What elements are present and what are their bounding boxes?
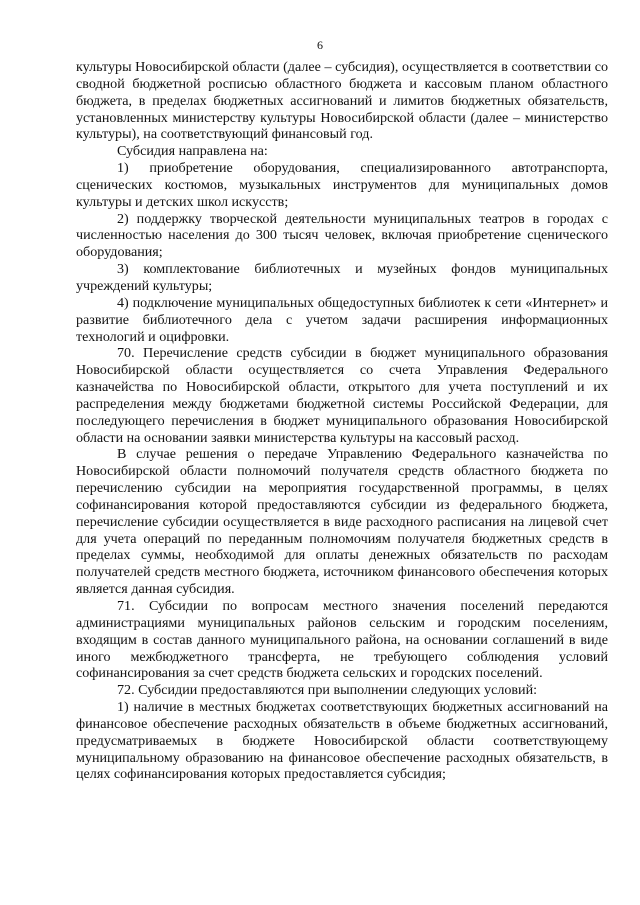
paragraph-subsidy-directions: Субсидия направлена на: — [117, 143, 268, 160]
paragraph-71: 71. Субсидии по вопросам местного значения поселений передаются администрациями муниципальных районов сельским и городским поселениям, входящим в состав данного муниципального района, на основании соглашений в виде иного межбюджетного трансферта, не требующего соблюдения условий софинансирования за счет средств бюджета сельских и городских поселений. — [76, 598, 608, 682]
list-item-4-internet: 4) подключение муниципальных общедоступных библиотек к сети «Интернет» и развитие библиотечного дела с учетом задачи расширения информационных технологий и оцифровки. — [76, 294, 608, 345]
list-item-3-library-funds: 3) комплектование библиотечных и музейных фондов муниципальных учреждений культуры; — [76, 261, 608, 294]
list-item-2-theatres: 2) поддержку творческой деятельности муниципальных театров в городах с численностью населения до 300 тысяч человек, включая приобретение сценического оборудования; — [76, 210, 608, 261]
list-item-1-equipment: 1) приобретение оборудования, специализированного автотранспорта, сценических костюмов, музыкальных инструментов для муниципальных домов культуры и детских школ искусств; — [76, 160, 608, 210]
paragraph-treasury-transfer: В случае решения о передаче Управлению Федерального казначейства по Новосибирской области полномочий получателя средств областного бюджета по перечислению субсидии на мероприятия государственной программы, в целях софинансирования которой предоставляются субсидии из федерального бюджета, перечисление субсидии осуществляется в виде расходного расписания на лицевой счет для учета операций по переданным полномочиям получателя бюджетных средств в пределах суммы, необходимой для оплаты денежных обязательств по расходам получателей средств местного бюджета, источником финансового обеспечения которых является данная субсидия. — [76, 446, 608, 598]
paragraph-70: 70. Перечисление средств субсидии в бюджет муниципального образования Новосибирской области осуществляется со счета Управления Федерального казначейства по Новосибирской области, открытого для учета поступлений и их распределения между бюджетами бюджетной системы Российской Федерации, для последующего перечисления в бюджет муниципального образования Новосибирской области на основании заявки министерства культуры на кассовый расход. — [76, 345, 608, 446]
document-body — [76, 59, 608, 783]
list-item-72-1: 1) наличие в местных бюджетах соответствующих бюджетных ассигнований на финансовое обеспечение расходных обязательств в объеме бюджетных ассигнований, предусматриваемых в бюджете Новосибирской области соответствующему муниципальному образованию на финансовое обеспечение расходных обязательств, в целях софинансирования которых предоставляется субсидия; — [76, 699, 608, 783]
paragraph-72: 72. Субсидии предоставляются при выполнении следующих условий: — [117, 682, 538, 699]
paragraph-continuation: культуры Новосибирской области (далее – субсидия), осуществляется в соответствии со сводной бюджетной росписью областного бюджета и кассовым планом областного бюджета, в пределах бюджетных ассигнований и лимитов бюджетных обязательств, установленных министерству культуры Новосибирской области (далее – министерство культуры), на соответствующий финансовый год. — [76, 59, 608, 143]
page-number: 6 — [317, 38, 323, 52]
